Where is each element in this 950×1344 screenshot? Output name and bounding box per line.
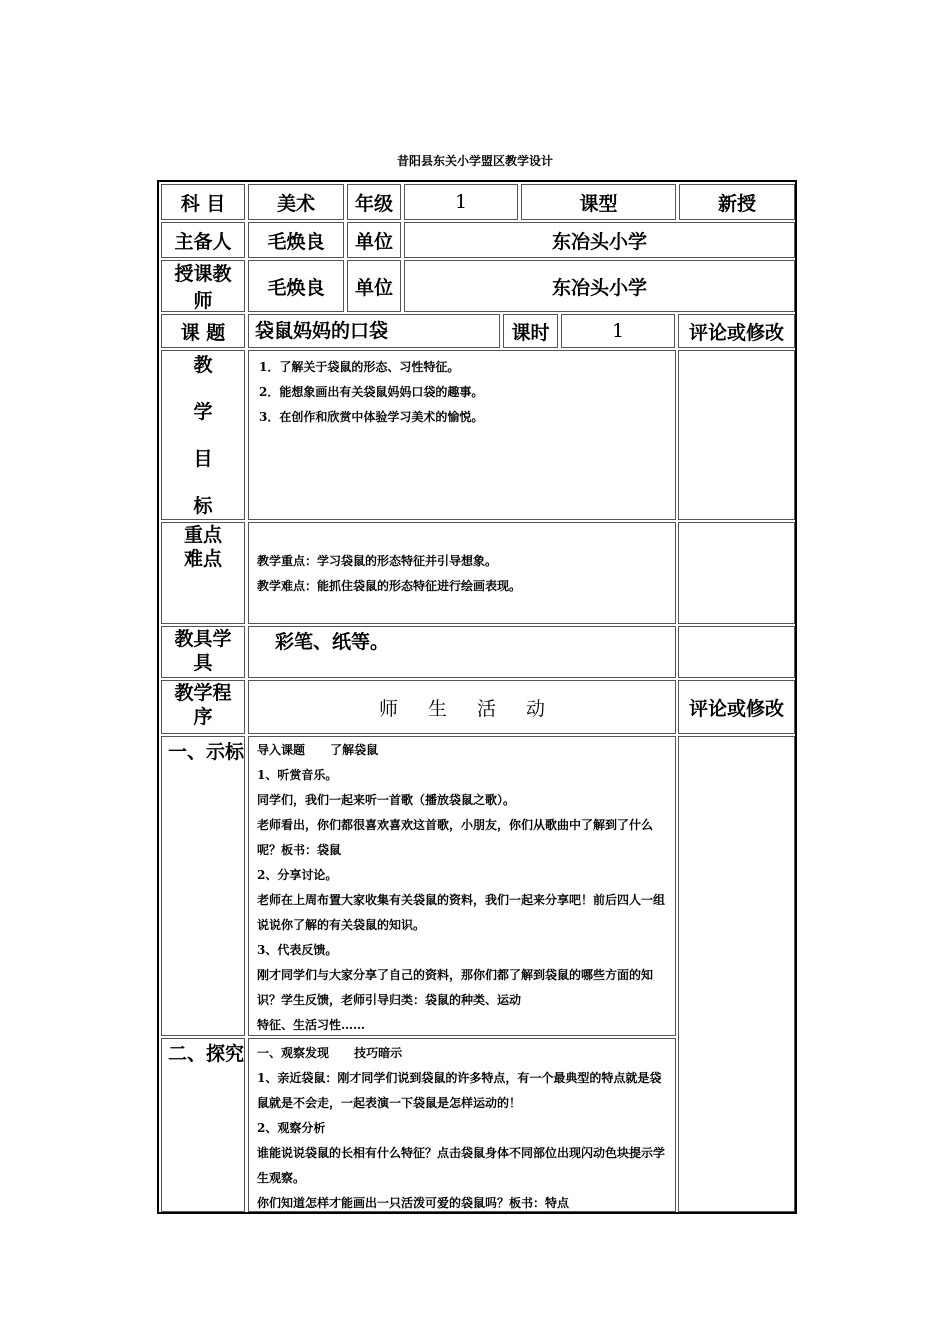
section1-line: 同学们，我们一起来听一首歌（播放袋鼠之歌）。: [257, 793, 516, 807]
comment-label: 评论或修改: [678, 314, 795, 348]
objectives-label-char: 学: [193, 401, 213, 423]
section1-line: 3、代表反馈。: [257, 943, 338, 957]
section1-line: 老师看出，你们都很喜欢喜欢这首歌，小朋友，你们从歌曲中了解到了什么呢？板书：袋鼠: [257, 818, 654, 857]
preparer-label: 主备人: [161, 222, 245, 258]
subject-value: 美术: [248, 184, 344, 220]
keypoints-comment: [678, 522, 795, 624]
objective-item: 2．能想象画出有关袋鼠妈妈口袋的趣事。: [259, 385, 484, 399]
section1-line: 老师在上周布置大家收集有关袋鼠的资料，我们一起来分享吧！前后四人一组说说你了解的有关袋鼠的知识。: [257, 893, 666, 932]
section1-label: 一、示标: [161, 736, 245, 1036]
unit-value: 东冶头小学: [404, 222, 795, 258]
unit-value-2: 东冶头小学: [404, 260, 795, 312]
objectives-label-char: 标: [193, 495, 213, 517]
preparer-value: 毛焕良: [248, 222, 344, 258]
teacher-value: 毛焕良: [248, 260, 344, 312]
procedure-comment-header: 评论或修改: [678, 680, 795, 734]
unit-label: 单位: [347, 222, 401, 258]
objectives-comment: [678, 350, 795, 520]
section2-line: 谁能说说袋鼠的长相有什么特征？点击袋鼠身体不同部位出现闪动色块提示学生观察。: [257, 1146, 666, 1185]
lesson-plan-table: [157, 180, 797, 1214]
objective-item: 3．在创作和欣赏中体验学习美术的愉悦。: [259, 410, 484, 424]
materials-label: 教具学具: [161, 626, 245, 678]
section1-line: 特征、生活习性……: [257, 1018, 366, 1032]
procedure-label: 教学程序: [161, 680, 245, 734]
materials-comment: [678, 626, 795, 678]
keypoints-content: [248, 522, 676, 624]
type-value: 新授: [679, 184, 795, 220]
teacher-label: 授课教师: [161, 260, 245, 312]
objectives-content: [248, 350, 676, 520]
keypoint-item: 教学难点：能抓住袋鼠的形态特征进行绘画表现。: [257, 579, 522, 593]
section1-content: [248, 736, 676, 1036]
document-title: 昔阳县东关小学盟区教学设计: [396, 154, 553, 168]
objective-item: 1．了解关于袋鼠的形态、习性特征。: [259, 360, 460, 374]
type-label: 课型: [521, 184, 676, 220]
grade-label: 年级: [347, 184, 401, 220]
section1-line: 导入课题 了解袋鼠: [257, 743, 379, 757]
section2-line: 你们知道怎样才能画出一只活泼可爱的袋鼠吗？板书：特点: [257, 1196, 570, 1210]
hours-label: 课时: [503, 314, 558, 348]
topic-label: 课 题: [161, 314, 245, 348]
objectives-label-char: 教: [193, 354, 213, 376]
section1-line: 1、听赏音乐。: [257, 768, 338, 782]
section2-label: 二、探究: [161, 1038, 245, 1212]
keypoints-label: 重点难点: [161, 522, 245, 624]
section1-line: 刚才同学们与大家分享了自己的资料，那你们都了解到袋鼠的哪些方面的知识？学生反馈，老师引导归类：袋鼠的种类、运动: [257, 968, 654, 1007]
materials-value: 彩笔、纸等。: [248, 626, 676, 678]
subject-label: 科 目: [161, 184, 245, 220]
section2-line: 一、观察发现 技巧暗示: [257, 1046, 403, 1060]
section-comment: [678, 736, 795, 1212]
topic-value: 袋鼠妈妈的口袋: [248, 314, 500, 348]
objectives-label: [161, 350, 245, 520]
hours-value: 1: [561, 314, 675, 348]
section1-line: 2、分享讨论。: [257, 868, 338, 882]
section2-line: 2、观察分析: [257, 1121, 326, 1135]
grade-value: 1: [404, 184, 518, 220]
section2-line: 1、亲近袋鼠：刚才同学们说到袋鼠的许多特点，有一个最典型的特点就是袋鼠就是不会走，一起表演一下袋鼠是怎样运动的！: [257, 1071, 662, 1110]
section2-content: [248, 1038, 676, 1212]
keypoint-item: 教学重点：学习袋鼠的形态特征并引导想象。: [257, 554, 498, 568]
unit-label-2: 单位: [347, 260, 401, 312]
objectives-label-char: 目: [193, 448, 213, 470]
activity-header: 师生活动: [248, 680, 676, 734]
